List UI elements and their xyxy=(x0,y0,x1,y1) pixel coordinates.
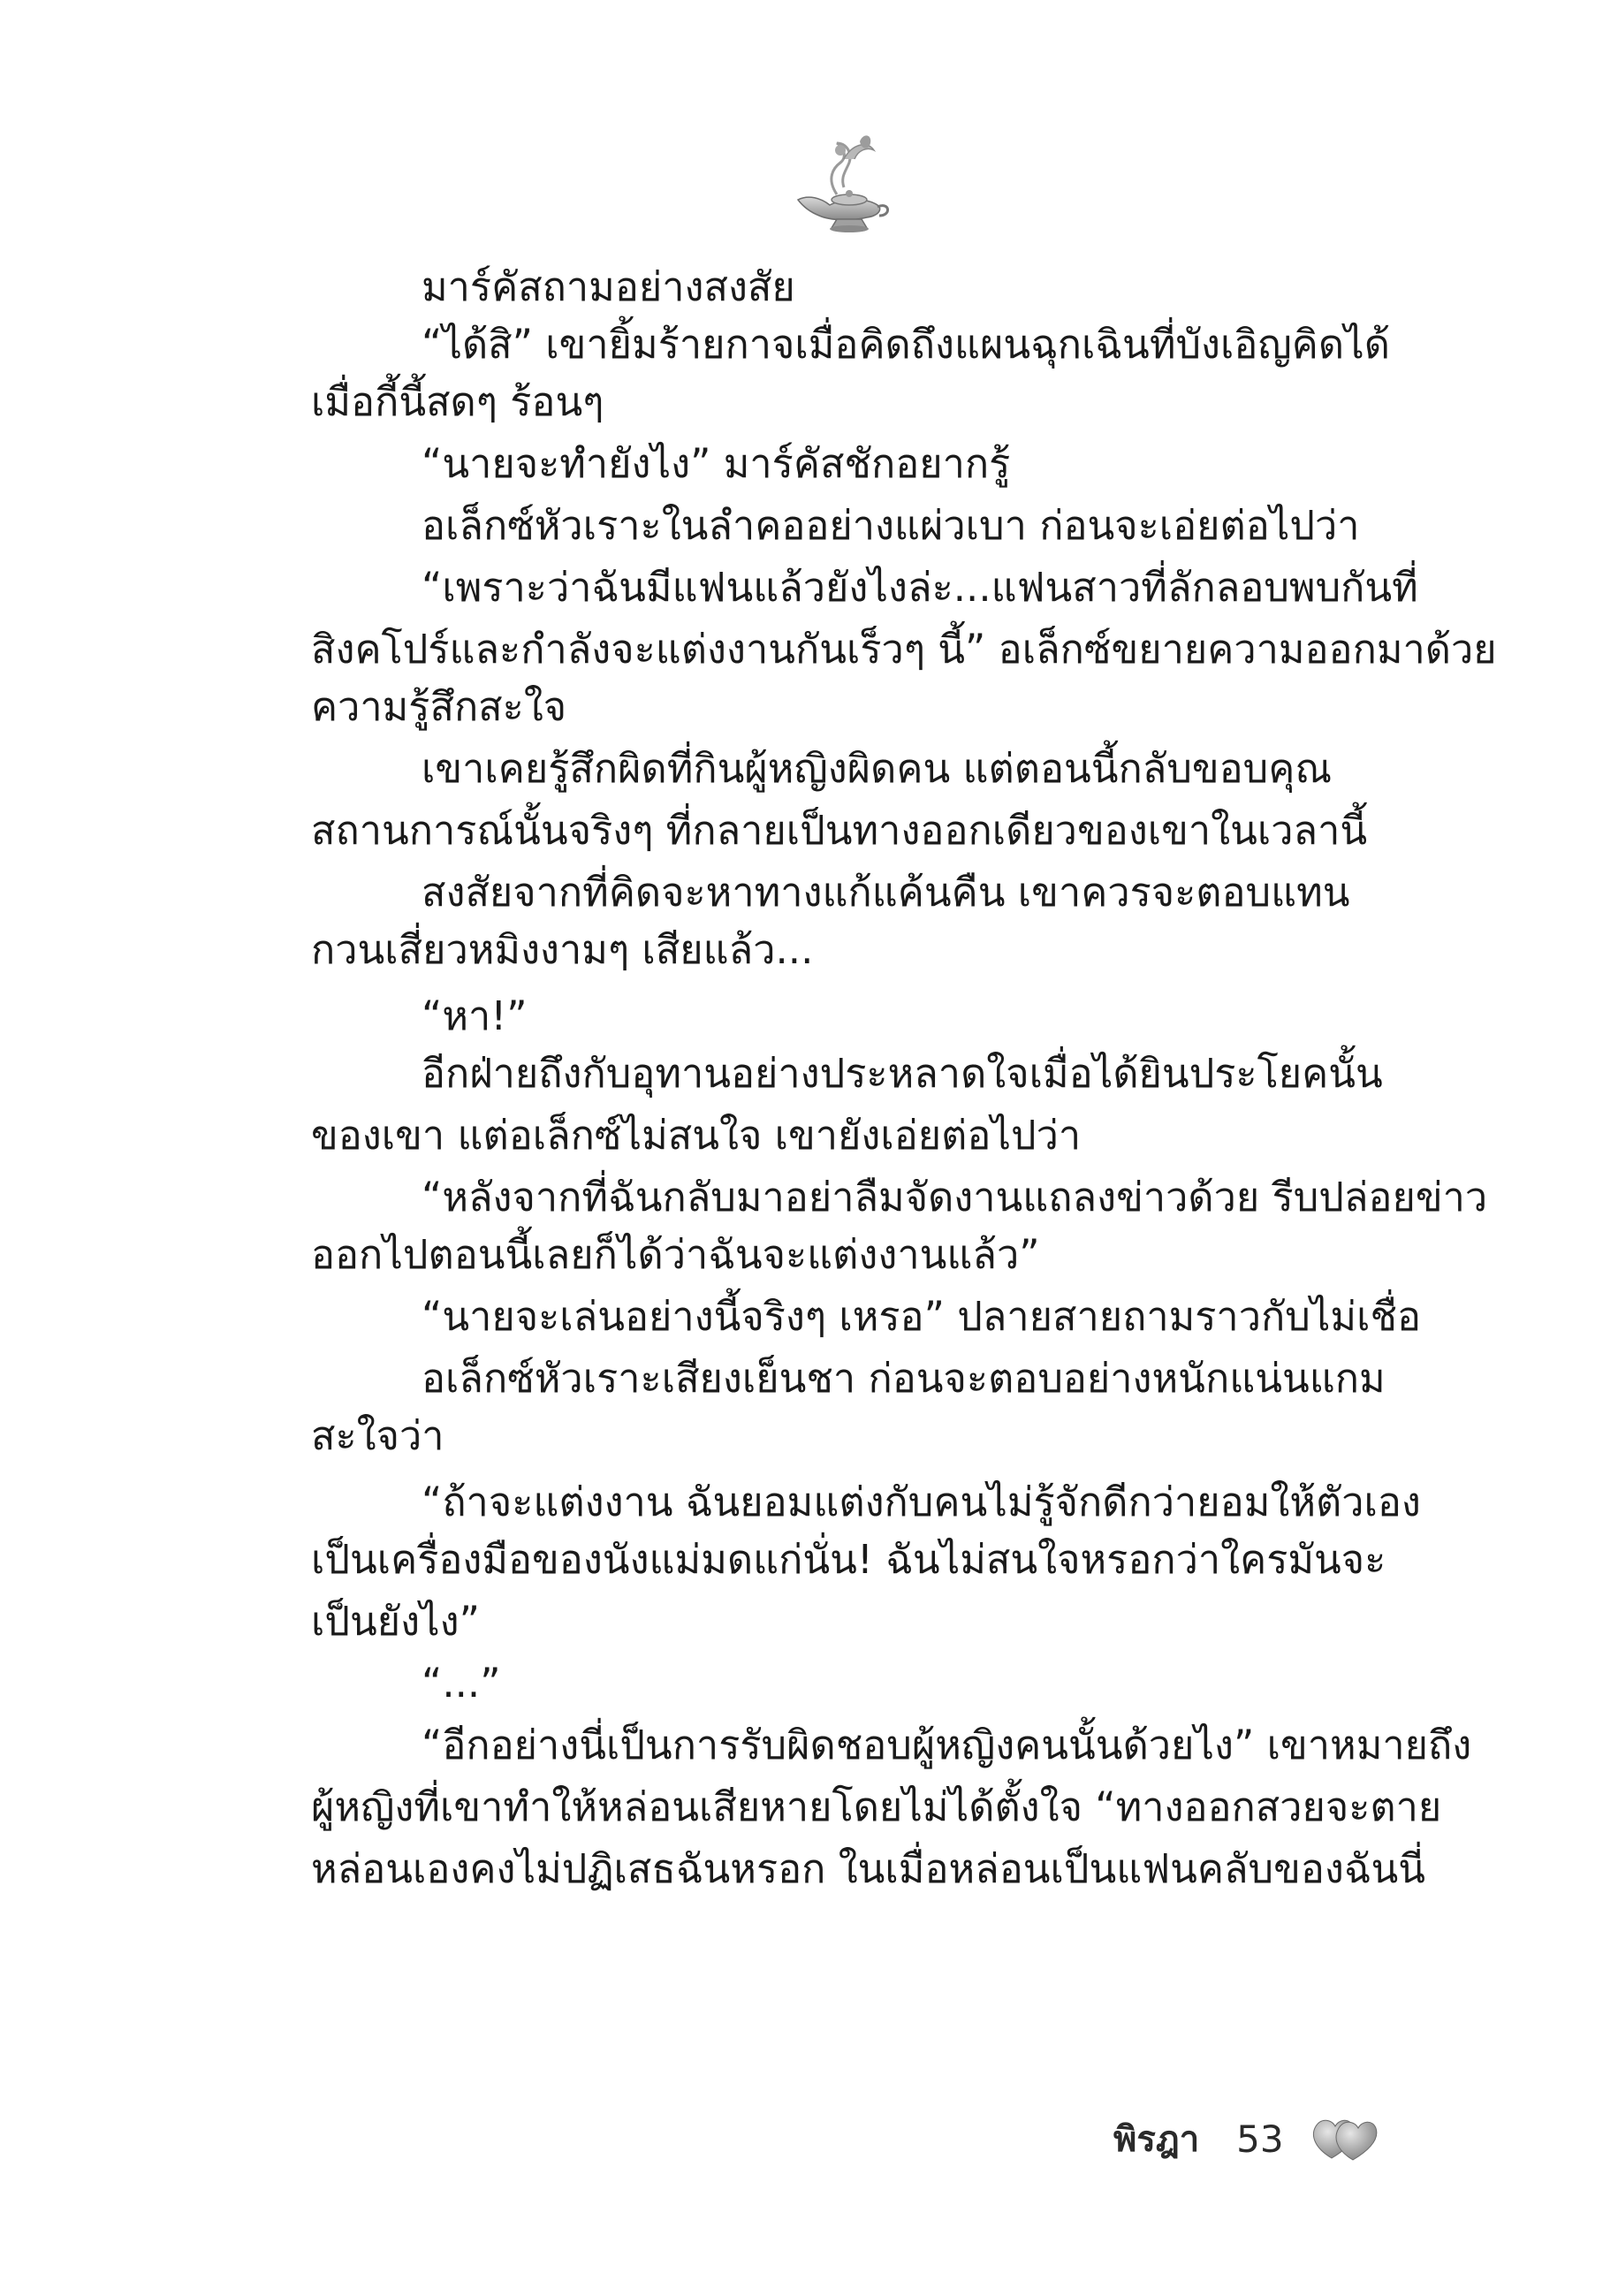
text-line: “หา!” xyxy=(422,992,528,1039)
text-line: อเล็กซ์หัวเราะเสียงเย็นชา ก่อนจะตอบอย่างหนักแน่นแกม xyxy=(422,1355,1386,1402)
author-name: พิรฎา xyxy=(1113,2119,1200,2160)
text-line: เป็นยังไง” xyxy=(311,1598,480,1645)
text-line: ของเขา แต่อเล็กซ์ไม่สนใจ เขายังเอ่ยต่อไปว่า xyxy=(311,1112,1082,1159)
text-line: ความรู้สึกสะใจ xyxy=(311,683,567,730)
text-line: “เพราะว่าฉันมีแฟนแล้วยังไงล่ะ...แฟนสาวที่ลักลอบพบกันที่ xyxy=(422,564,1418,611)
text-line: “นายจะทำยังไง” มาร์คัสชักอยากรู้ xyxy=(422,440,1011,487)
text-line: เป็นเครื่องมือของนังแม่มดแก่นั่น! ฉันไม่สนใจหรอกว่าใครมันจะ xyxy=(311,1536,1386,1583)
text-line: “ได้สิ” เขายิ้มร้ายกาจเมื่อคิดถึงแผนฉุกเฉินที่บังเอิญคิดได้ xyxy=(422,321,1390,368)
text-line: ออกไปตอนนี้เลยก็ได้ว่าฉันจะแต่งงานแล้ว” xyxy=(311,1231,1040,1278)
text-line: กวนเสี่ยวหมิงงามๆ เสียแล้ว... xyxy=(311,926,814,973)
text-line: ผู้หญิงที่เขาทำให้หล่อนเสียหายโดยไม่ได้ตั้งใจ “ทางออกสวยจะตาย xyxy=(311,1783,1442,1830)
text-line: อีกฝ่ายถึงกับอุทานอย่างประหลาดใจเมื่อได้ยินประโยคนั้น xyxy=(422,1050,1383,1097)
magic-lamp-ornament-icon xyxy=(782,124,897,239)
text-line: อเล็กซ์หัวเราะในลำคออย่างแผ่วเบา ก่อนจะเอ่ยต่อไปว่า xyxy=(422,502,1360,549)
text-line: “นายจะเล่นอย่างนี้จริงๆ เหรอ” ปลายสายถามราวกับไม่เชื่อ xyxy=(422,1293,1422,1340)
text-line: มาร์คัสถามอย่างสงสัย xyxy=(422,263,795,310)
text-line: สิงคโปร์และกำลังจะแต่งงานกันเร็วๆ นี้” อเล็กซ์ขยายความออกมาด้วย xyxy=(311,626,1497,673)
text-line: หล่อนเองคงไม่ปฏิเสธฉันหรอก ในเมื่อหล่อนเป็นแฟนคลับของฉันนี่ xyxy=(311,1845,1426,1892)
text-line: “อีกอย่างนี่เป็นการรับผิดชอบผู้หญิงคนนั้นด้วยไง” เขาหมายถึง xyxy=(422,1722,1472,1768)
page-footer xyxy=(1113,2108,1378,2170)
page-number: 53 xyxy=(1236,2117,1284,2161)
text-line: สถานการณ์นั้นจริงๆ ที่กลายเป็นทางออกเดียวของเขาในเวลานี้ xyxy=(311,807,1368,854)
text-line: เขาเคยรู้สึกผิดที่กินผู้หญิงผิดคน แต่ตอนนี้กลับขอบคุณ xyxy=(422,745,1333,792)
text-line: สะใจว่า xyxy=(311,1412,444,1459)
text-line: “ถ้าจะแต่งงาน ฉันยอมแต่งกับคนไม่รู้จักดีกว่ายอมให้ตัวเอง xyxy=(422,1479,1421,1525)
text-line: “หลังจากที่ฉันกลับมาอย่าลืมจัดงานแถลงข่าวด้วย รีบปล่อยข่าว xyxy=(422,1174,1488,1220)
text-line: เมื่อกี้นี้สดๆ ร้อนๆ xyxy=(311,378,604,425)
hearts-icon xyxy=(1309,2114,1378,2163)
text-line: สงสัยจากที่คิดจะหาทางแก้แค้นคืน เขาควรจะตอบแทน xyxy=(422,869,1350,916)
text-line: “...” xyxy=(422,1660,501,1707)
